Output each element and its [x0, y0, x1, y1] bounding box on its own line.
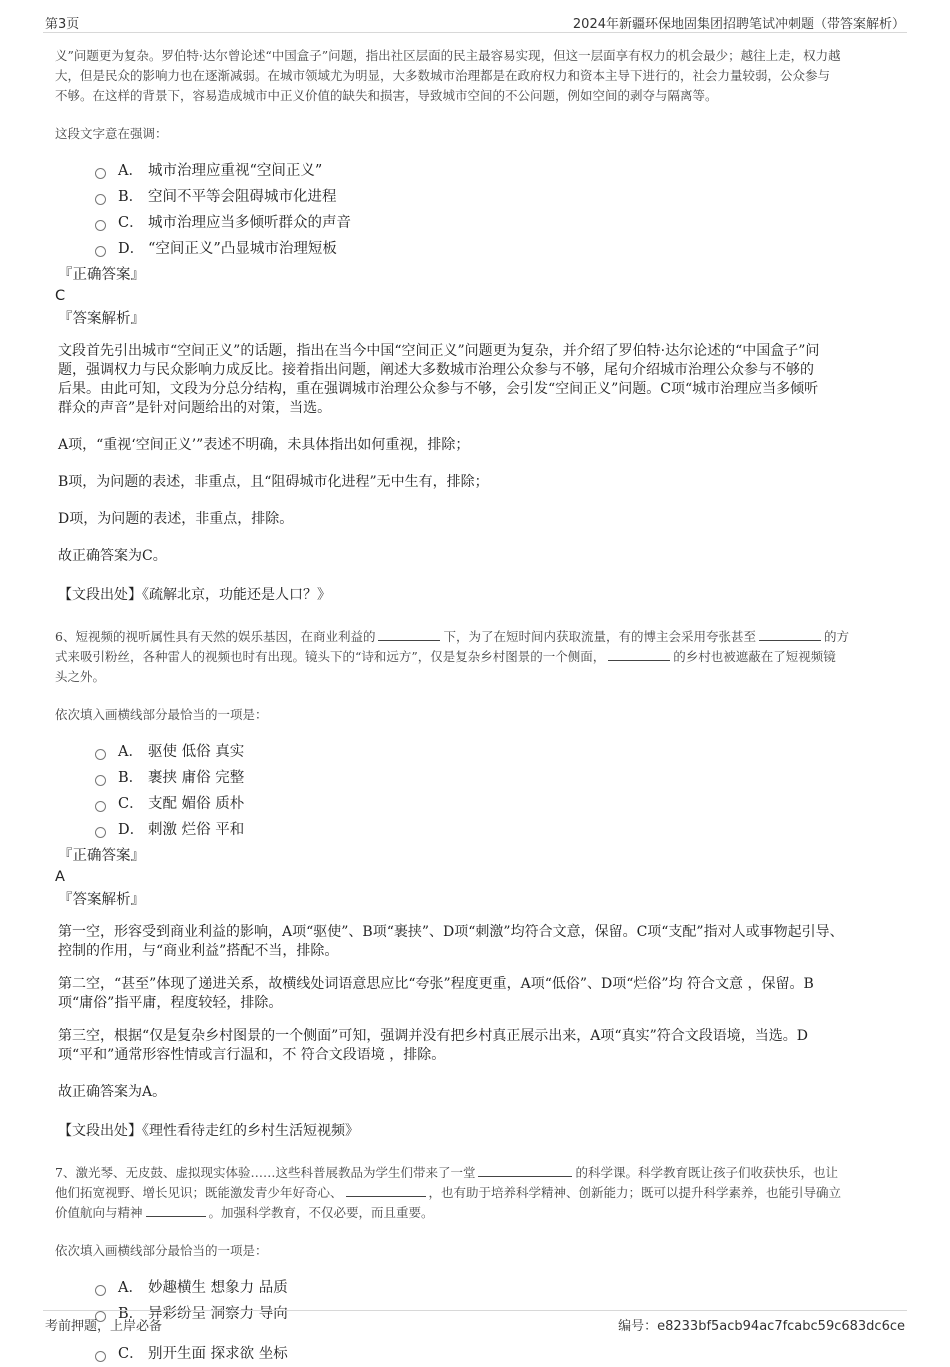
radio-icon[interactable]	[95, 775, 106, 786]
question-prompt: 依次填入画横线部分最恰当的一项是：	[55, 1243, 268, 1258]
blank-3	[146, 1204, 206, 1217]
analysis-label: 『答案解析』	[58, 892, 145, 908]
options-list	[95, 739, 900, 843]
radio-icon[interactable]	[95, 827, 106, 838]
blank-1	[478, 1164, 572, 1177]
blank-2	[759, 628, 821, 641]
analysis-blank-3: 第三空，根据“仅是复杂乡村图景的一个侧面”可知，强调并没有把乡村真正展示出来，A项“真实”符合文段语境，当选。D 项“平和”通常形容性情或言行温和，不 符合文段语境 ，排除。	[58, 1028, 808, 1063]
answer-label: 『正确答案』	[58, 267, 145, 283]
analysis-label: 『答案解析』	[58, 311, 145, 327]
document-code: 编号：e8233bf5acb94ac7fcabc59c683dc6ce	[618, 1319, 905, 1334]
analysis-blank-1: 第一空，形容受到商业利益的影响，A项“驱使”、B项“裹挟”、D项“刺激”均符合文意，保留。C项“支配”指对人或事物起引导、 控制的作用，与“商业利益”搭配不当，排除。	[58, 924, 844, 959]
answer-label: 『正确答案』	[58, 848, 145, 864]
radio-icon[interactable]	[95, 246, 106, 257]
option-b[interactable]: B． 空间不平等会阻碍城市化进程	[95, 184, 900, 210]
analysis-blank-2: 第二空，“甚至”体现了递进关系，故横线处词语意思应比“夸张”程度更重，A项“低俗”、D项“烂俗”均 符合文意 ，保留。B 项“庸俗”指平庸，程度较轻，排除。	[58, 976, 814, 1011]
passage-line: 大，但是民众的影响力也在逐渐减弱。在城市领域尤为明显，大多数城市治理都是在政府权力和资本主导下进行的，社会力量较弱，公众参与	[55, 68, 831, 83]
conclusion: 故正确答案为C。	[58, 548, 167, 564]
blank-3	[608, 648, 670, 661]
analysis-option-d: D项，为问题的表述，非重点，排除。	[58, 511, 294, 527]
option-c[interactable]: C． 城市治理应当多倾听群众的声音	[95, 210, 900, 236]
option-a[interactable]: A． 驱使 低俗 真实	[95, 739, 900, 765]
page-number: 第3页	[45, 17, 80, 32]
options-list	[95, 158, 900, 262]
analysis-paragraph: 文段首先引出城市“空间正义”的话题，指出在当今中国“空间正义”问题更为复杂，并介绍了罗伯特·达尔论述的“中国盒子”问 题，强调权力与民众影响力成反比。接着指出问题，阐述大多数城市治理公众参与不够，尾句介绍城市治理公众参与不够的 后果。由此可知，文段为分总分结构，重在强调城市治理公众参与不够，会引发“空间正义”问题。C项“城市治理应当多倾听 群众的声音”是针对问题给出的对策，当选。	[58, 343, 820, 416]
blank-1	[378, 628, 440, 641]
radio-icon[interactable]	[95, 194, 106, 205]
option-a[interactable]: A． 妙趣横生 想象力 品质	[95, 1275, 900, 1301]
question-6	[55, 627, 900, 1141]
radio-icon[interactable]	[95, 220, 106, 231]
footer-slogan: 考前押题，上岸必备	[45, 1319, 163, 1334]
question-prompt: 依次填入画横线部分最恰当的一项是：	[55, 707, 268, 722]
option-c[interactable]: C． 支配 媚俗 质朴	[95, 791, 900, 817]
answer-value: C	[55, 288, 66, 304]
option-c[interactable]: C． 别开生面 探求欲 坐标	[95, 1341, 900, 1367]
answer-value: A	[55, 869, 65, 885]
option-d[interactable]: D． “空间正义”凸显城市治理短板	[95, 236, 900, 262]
conclusion: 故正确答案为A。	[58, 1084, 167, 1100]
question-5	[55, 46, 900, 605]
option-b[interactable]: B． 异彩纷呈 洞察力 导向	[95, 1301, 900, 1327]
blank-2	[346, 1184, 426, 1197]
question-7	[55, 1163, 900, 1367]
passage-source: 【文段出处】《疏解北京，功能还是人口？》	[58, 587, 331, 603]
question-text: 6、短视频的视听属性具有天然的娱乐基因，在商业利益的 下，为了在短时间内获取流量，有的博主会采用夸张甚至 的方 式来吸引粉丝，各种雷人的视频也时有出现。镜头下的“诗和远方”，仅是复杂乡村图景的一个侧面， 的乡村也被遮蔽在了短视频镜 头之外。	[55, 629, 849, 684]
page-header	[43, 10, 907, 33]
document-content	[55, 46, 900, 1367]
passage-source: 【文段出处】《理性看待走红的乡村生活短视频》	[58, 1123, 359, 1139]
document-title: 2024年新疆环保地固集团招聘笔试冲刺题（带答案解析）	[572, 17, 905, 32]
option-a[interactable]: A． 城市治理应重视“空间正义”	[95, 158, 900, 184]
radio-icon[interactable]	[95, 168, 106, 179]
option-b[interactable]: B． 裹挟 庸俗 完整	[95, 765, 900, 791]
radio-icon[interactable]	[95, 1351, 106, 1362]
analysis-option-a: A项，“重视‘空间正义’”表述不明确，未具体指出如何重视，排除；	[58, 437, 470, 453]
page-footer	[43, 1310, 907, 1335]
radio-icon[interactable]	[95, 801, 106, 812]
radio-icon[interactable]	[95, 1285, 106, 1296]
passage-line: 不够。在这样的背景下，容易造成城市中正义价值的缺失和损害，导致城市空间的不公问题，例如空间的剥夺与隔离等。	[55, 88, 718, 103]
option-d[interactable]: D． 刺激 烂俗 平和	[95, 817, 900, 843]
question-prompt: 这段文字意在强调：	[55, 126, 168, 141]
analysis-option-b: B项，为问题的表述，非重点，且“阻碍城市化进程”无中生有，排除；	[58, 474, 489, 490]
radio-icon[interactable]	[95, 749, 106, 760]
passage-line: 义”问题更为复杂。罗伯特·达尔曾论述“中国盒子”问题，指出社区层面的民主最容易实现，但这一层面享有权力的机会最少；越往上走，权力越	[55, 48, 841, 63]
question-text: 7、激光琴、无皮鼓、虚拟现实体验……这些科普展教品为学生们带来了一堂 的科学课。科学教育既让孩子们收获快乐，也让 他们拓宽视野、增长见识；既能激发青少年好奇心、 ，也有助于培养科学精神、创新能力；既可以提升科学素养，也能引导确立 价值航向与精神 。加强科学教育，不仅必要，而且重要。	[55, 1165, 842, 1220]
